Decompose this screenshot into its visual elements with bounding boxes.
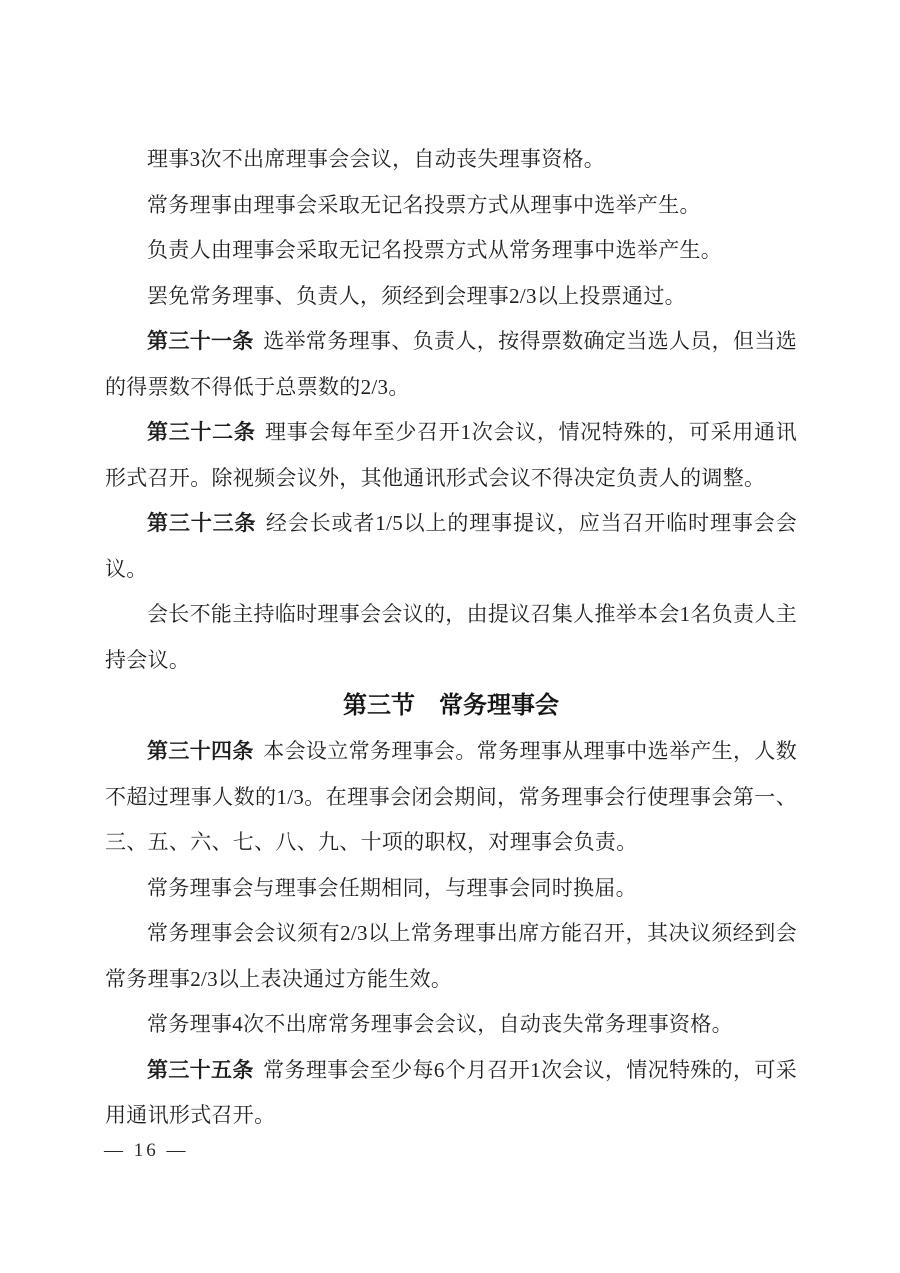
- article-paragraph: [105, 410, 797, 501]
- section-heading: 第三节 常务理事会: [343, 692, 559, 719]
- article-paragraph: [105, 1048, 797, 1139]
- paragraph: 常务理事会会议须有2/3以上常务理事出席方能召开，其决议须经到会常务理事2/3以上表决通过方能生效。: [105, 921, 797, 991]
- paragraph: 常务理事会与理事会任期相同，与理事会同时换届。: [147, 875, 637, 900]
- paragraph: 罢免常务理事、负责人，须经到会理事2/3以上投票通过。: [147, 283, 686, 308]
- article-text: 常务理事会至少每6个月召开1次会议，情况特殊的，可采用通讯形式召开。: [105, 1057, 797, 1127]
- article-number: 第三十五条: [147, 1057, 254, 1082]
- article-paragraph: [105, 729, 797, 866]
- article-paragraph: [105, 501, 797, 592]
- paragraph: 常务理事由理事会采取无记名投票方式从理事中选举产生。: [147, 192, 701, 217]
- article-number: 第三十一条: [147, 329, 254, 353]
- article-text: 理事会每年至少召开1次会议，情况特殊的，可采用通讯形式召开。除视频会议外，其他通讯形式会议不得决定负责人的调整。: [105, 420, 798, 490]
- paragraph: 理事3次不出席理事会会议，自动丧失理事资格。: [147, 147, 606, 171]
- article-number: 第三十三条: [147, 511, 257, 535]
- page-number: — 16 —: [104, 1140, 189, 1161]
- paragraph: 常务理事4次不出席常务理事会会议，自动丧失常务理事资格。: [147, 1012, 733, 1036]
- page-footer: [104, 1140, 189, 1162]
- paragraph: 会长不能主持临时理事会会议的，由提议召集人推举本会1名负责人主持会议。: [105, 602, 797, 672]
- article-number: 第三十二条: [147, 420, 256, 444]
- article-text: 经会长或者1/5以上的理事提议，应当召开临时理事会会议。: [105, 511, 797, 581]
- article-number: 第三十四条: [147, 739, 254, 763]
- paragraph: 负责人由理事会采取无记名投票方式从常务理事中选举产生。: [147, 238, 723, 262]
- article-paragraph: [105, 319, 797, 410]
- article-text: 本会设立常务理事会。常务理事从理事中选举产生，人数不超过理事人数的1/3。在理事会闭会期间，常务理事会行使理事会第一、三、五、六、七、八、九、十项的职权，对理事会负责。: [105, 739, 798, 854]
- document-content: [105, 137, 797, 1139]
- article-text: 选举常务理事、负责人，按得票数确定当选人员，但当选的得票数不得低于总票数的2/3。: [105, 329, 798, 399]
